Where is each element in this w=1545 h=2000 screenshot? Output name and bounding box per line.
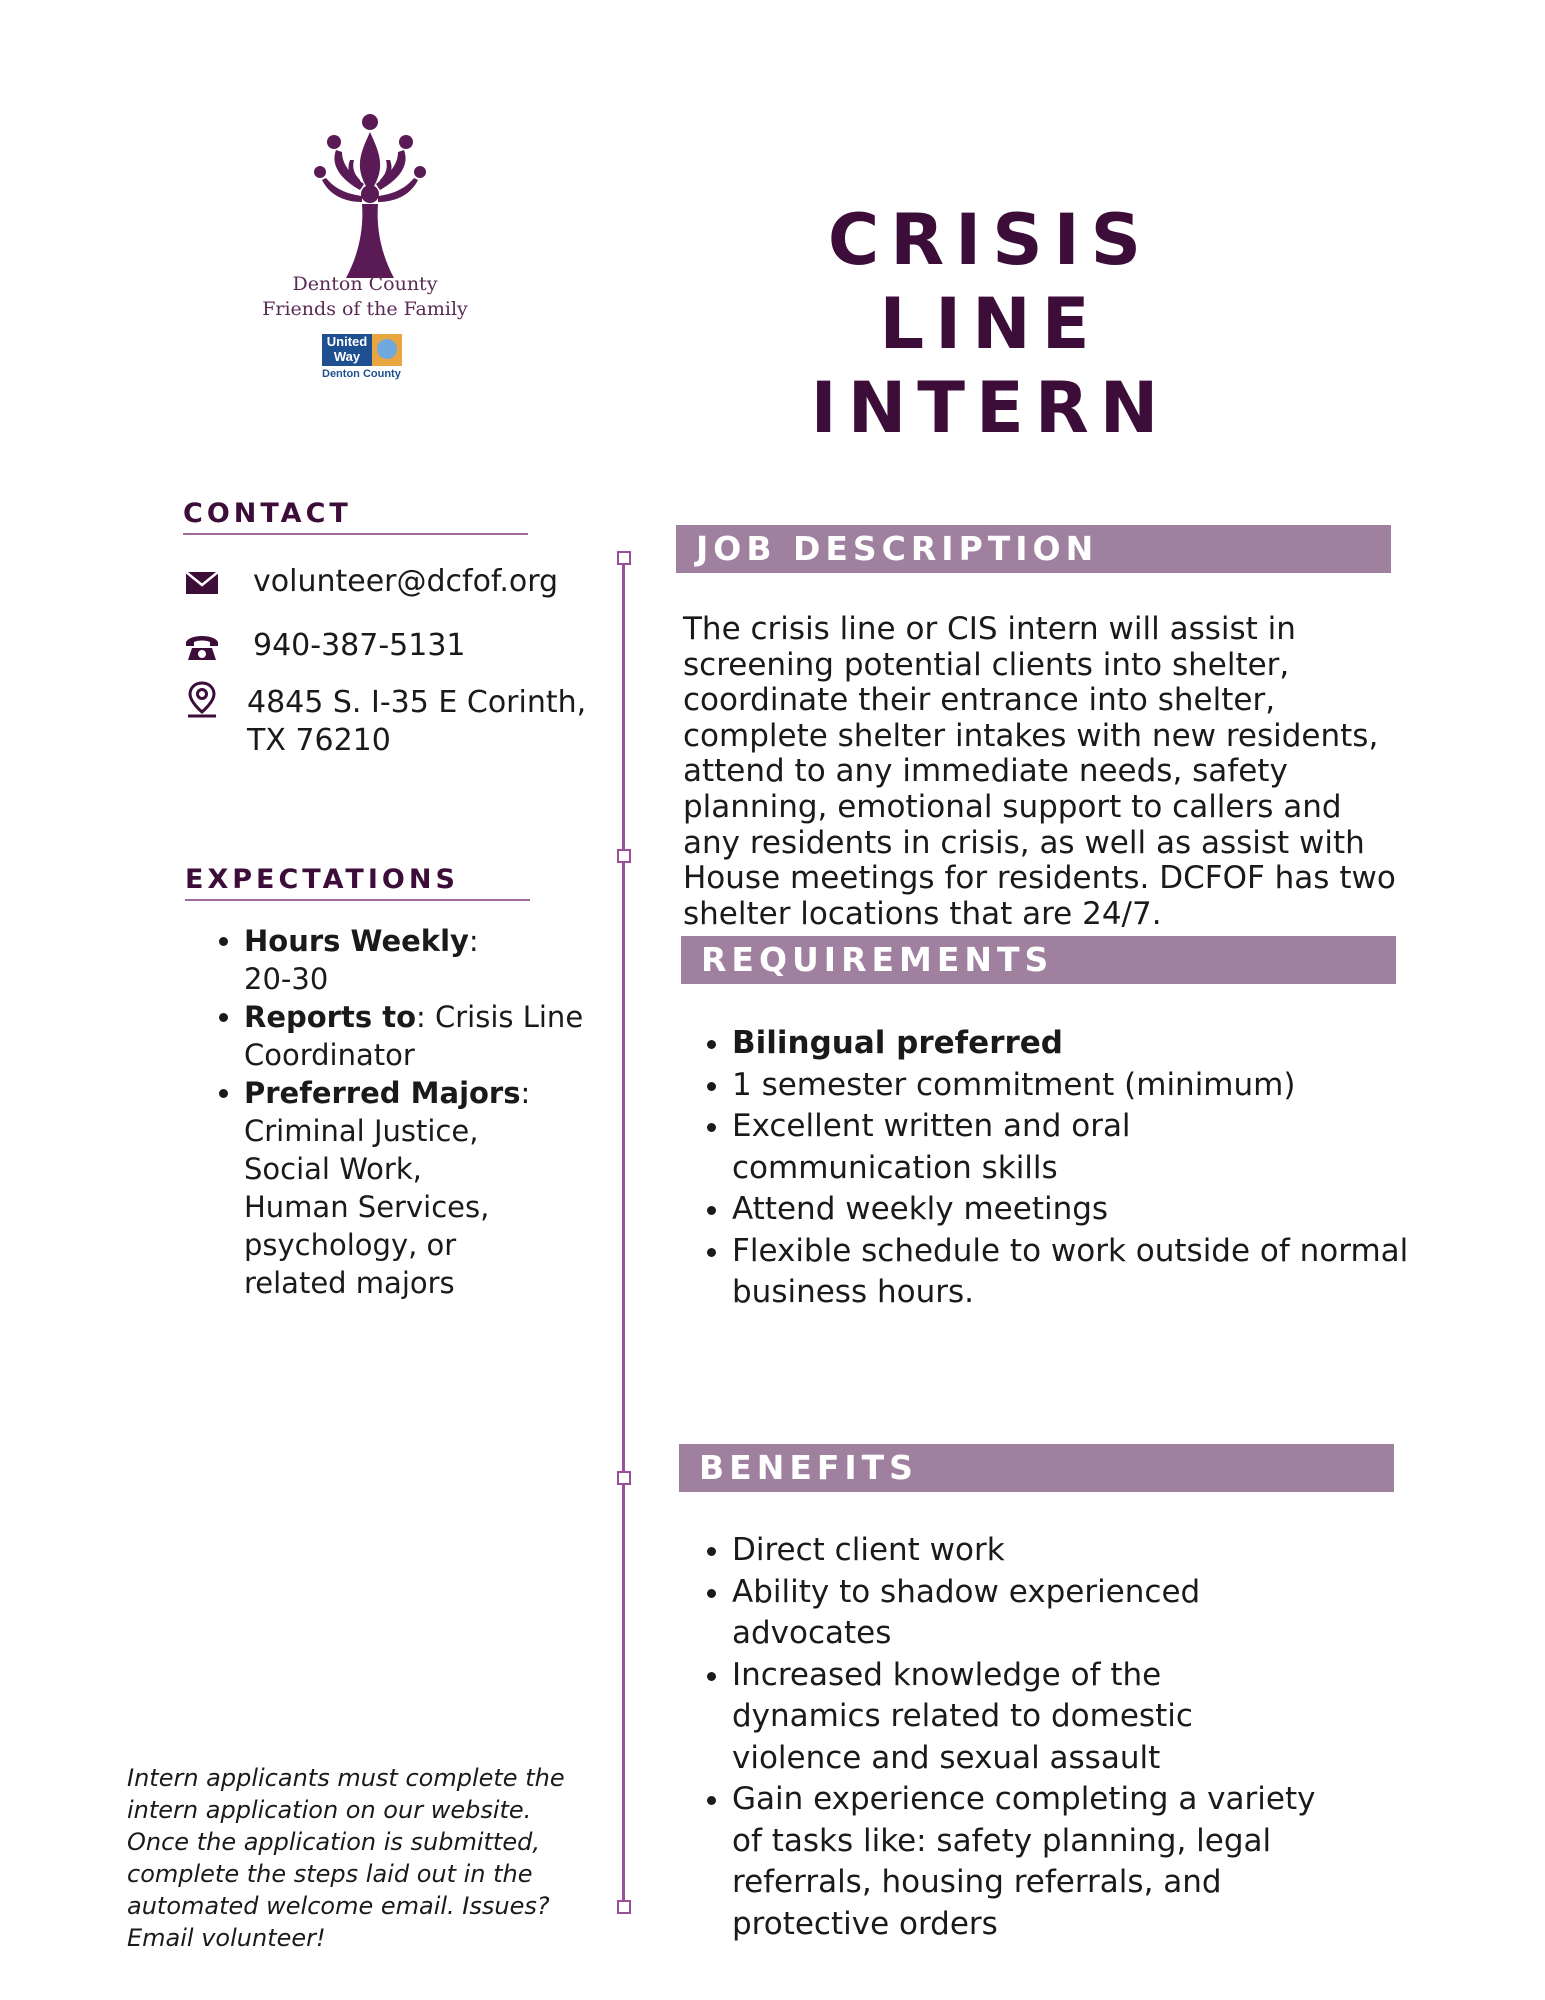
united-way-badge <box>322 334 408 386</box>
item-sep: : <box>468 924 479 958</box>
title-line2: INTERN <box>810 367 1170 449</box>
org-name <box>240 272 490 322</box>
expectations-list <box>208 922 594 1302</box>
timeline-node <box>617 1900 631 1914</box>
list-item: • Flexible schedule to work outside of normal business hours. <box>732 1231 1422 1314</box>
list-item: • Gain experience completing a variety of tasks like: safety planning, legal referrals, housing referrals, and protective orders <box>732 1779 1342 1945</box>
item-value: Criminal Justice, Social Work, Human Services, psychology, or related majors <box>244 1114 490 1300</box>
expectations-heading: EXPECTATIONS <box>185 864 459 895</box>
item-value: 20-30 <box>244 962 329 996</box>
org-name-line1: Denton County <box>292 273 438 295</box>
timeline-node <box>617 551 631 565</box>
list-item: • Ability to shadow experienced advocates <box>732 1572 1352 1655</box>
item-value: Crisis Line Coordinator <box>244 1000 584 1072</box>
badge-line3: Denton County <box>322 368 401 380</box>
timeline-node <box>617 849 631 863</box>
united-way-hand-icon <box>372 334 402 366</box>
address-line2: TX 76210 <box>247 723 391 758</box>
org-name-line2: Friends of the Family <box>262 298 468 320</box>
application-note: Intern applicants must complete the intern application on our website. Once the application is submitted, complete the steps laid out in the automated welcome email. Issues? Email volunteer! <box>127 1764 565 1952</box>
page-title <box>700 198 1280 450</box>
address-line1: 4845 S. I-35 E Corinth, <box>247 685 587 720</box>
location-pin-icon <box>184 680 220 720</box>
requirements-list <box>680 1023 1422 1314</box>
list-item <box>244 998 594 1074</box>
telephone-icon <box>184 630 220 666</box>
address <box>247 684 586 760</box>
email-link[interactable]: volunteer@dcfof.org <box>253 564 559 599</box>
badge-line2: Way <box>333 349 361 364</box>
job-description-text: The crisis line or CIS intern will assist in screening potential clients into shelter, coordinate their entrance into shelter, complete shelter intakes with new residents, attend to any immediate needs, safety planning, emotional support to callers and any residents in crisis, as well as assist with House meetings for residents. DCFOF has two shelter locations that are 24/7. <box>683 611 1396 932</box>
item-sep: : <box>416 1000 426 1034</box>
list-item: • 1 semester commitment (minimum) <box>732 1065 1422 1107</box>
badge-line1: United <box>326 334 368 349</box>
item-sep: : <box>520 1076 531 1110</box>
contact-heading: CONTACT <box>183 498 352 529</box>
benefits-list <box>680 1530 1342 1945</box>
timeline-line <box>622 560 625 1910</box>
timeline-node <box>617 1471 631 1485</box>
benefits-heading: BENEFITS <box>679 1444 1394 1492</box>
list-item: • Direct client work <box>732 1530 1342 1572</box>
requirements-heading: REQUIREMENTS <box>681 936 1396 984</box>
list-item <box>244 1074 594 1302</box>
contact-divider <box>183 533 528 535</box>
expectations-divider <box>185 899 530 901</box>
list-item: • Attend weekly meetings <box>732 1189 1422 1231</box>
item-label: Preferred Majors <box>244 1076 521 1110</box>
list-item: • Increased knowledge of the dynamics related to domestic violence and sexual assault <box>732 1655 1312 1780</box>
item-label: Reports to <box>244 1000 416 1034</box>
phone-number[interactable]: 940-387-5131 <box>253 628 466 663</box>
list-item: • Bilingual preferred <box>732 1023 1422 1065</box>
tree-logo-icon <box>250 110 490 280</box>
title-line1: CRISIS LINE <box>827 199 1153 365</box>
envelope-icon <box>184 566 220 602</box>
list-item: • Excellent written and oral communication skills <box>732 1106 1332 1189</box>
list-item <box>244 922 594 998</box>
job-description-heading: JOB DESCRIPTION <box>676 525 1391 573</box>
item-label: Hours Weekly <box>244 924 469 958</box>
